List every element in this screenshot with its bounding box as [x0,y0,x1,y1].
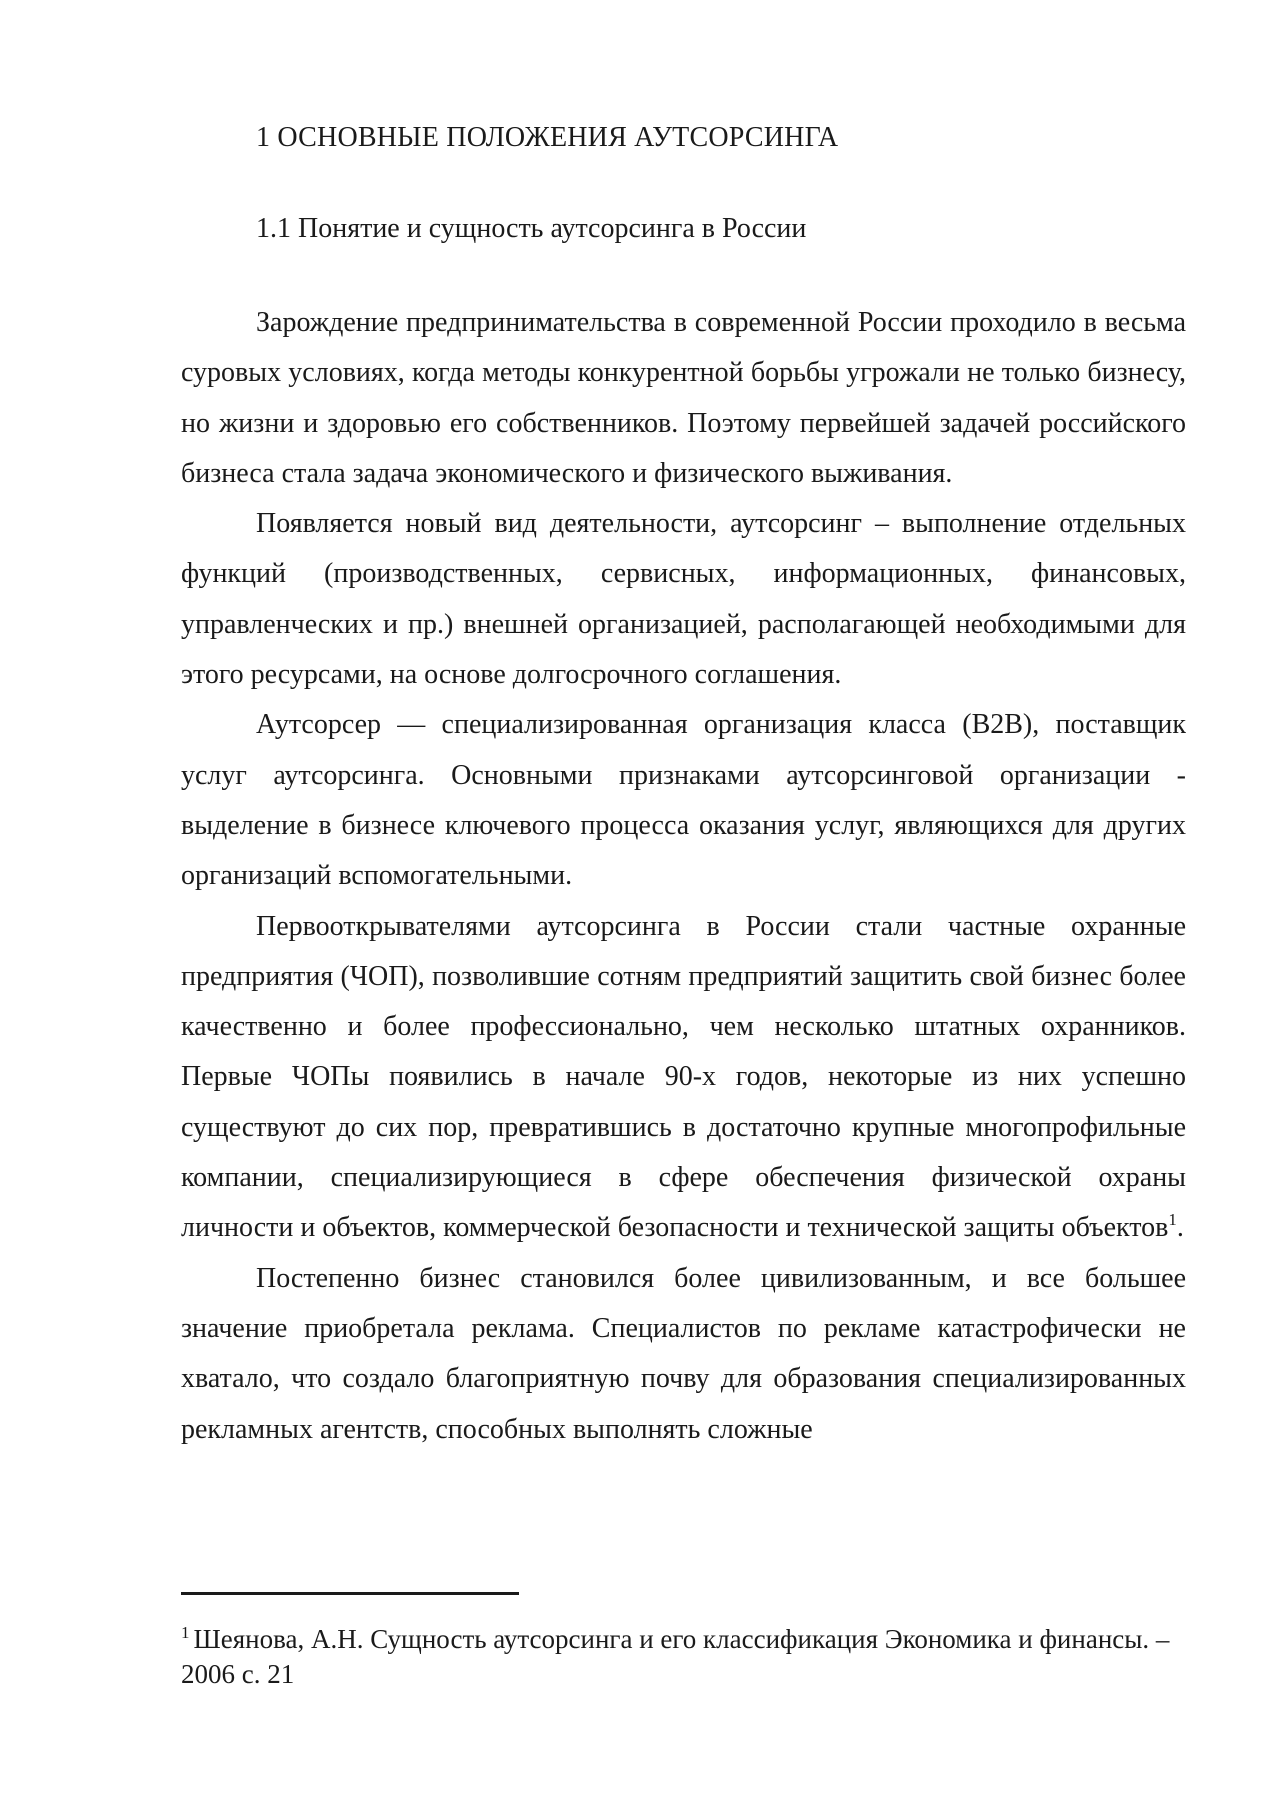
footnote-text: Шеянова, А.Н. Сущность аутсорсинга и его классификация Экономика и финансы. – 2006 с. 21 [181,1624,1170,1689]
document-page [181,0,1186,1811]
paragraph-4-end: . [1176,1212,1184,1244]
section-heading: 1.1 Понятие и сущность аутсорсинга в России [256,213,807,244]
paragraph-1: Зарождение предпринимательства в современной России проходило в весьма суровых условиях, когда методы конкурентной борьбы угрожали не только бизнесу, но жизни и здоровью его собственников. Поэтому первейшей задачей российского бизнеса стала задача экономического и физического выживания. [181,307,1186,489]
paragraph-4 [181,902,1186,1254]
footnote-mark: 1 [181,1623,190,1642]
paragraph-4-text: Первооткрывателями аутсорсинга в России стали частные охранные предприятия (ЧОП), позволившие сотням предприятий защитить свой бизнес более качественно и более профессионально, чем несколько штатных охранников. Первые ЧОПы появились в начале 90-х годов, некоторые из них успешно существуют до сих пор, превратившись в достаточно крупные многопрофильные компании, специализирующиеся в сфере обеспечения физической охраны личности и объектов, коммерческой безопасности и технической защиты объектов [181,910,1186,1244]
footnote-reference[interactable]: 1 [1168,1210,1177,1230]
footnote [181,1622,1186,1692]
paragraph-5: Постепенно бизнес становился более цивилизованным, и все большее значение приобретала реклама. Специалистов по рекламе катастрофически не хватало, что создало благоприятную почву для образования специализированных рекламных агентств, способных выполнять сложные [181,1262,1186,1445]
paragraph-3: Аутсорсер — специализированная организация класса (B2B), поставщик услуг аутсорсинга. Основными признаками аутсорсинговой организации - выделение в бизнесе ключевого процесса оказания услуг, являющихся для других организаций вспомогательными. [181,709,1186,892]
paragraph-2: Появляется новый вид деятельности, аутсорсинг – выполнение отдельных функций (производственных, сервисных, информационных, финансовых, управленческих и пр.) внешней организацией, располагающей необходимыми для этого ресурсами, на основе долгосрочного соглашения. [181,508,1186,691]
footnote-separator [181,1592,519,1595]
body-text [181,298,1186,1455]
chapter-heading: 1 ОСНОВНЫЕ ПОЛОЖЕНИЯ АУТСОРСИНГА [256,122,839,153]
